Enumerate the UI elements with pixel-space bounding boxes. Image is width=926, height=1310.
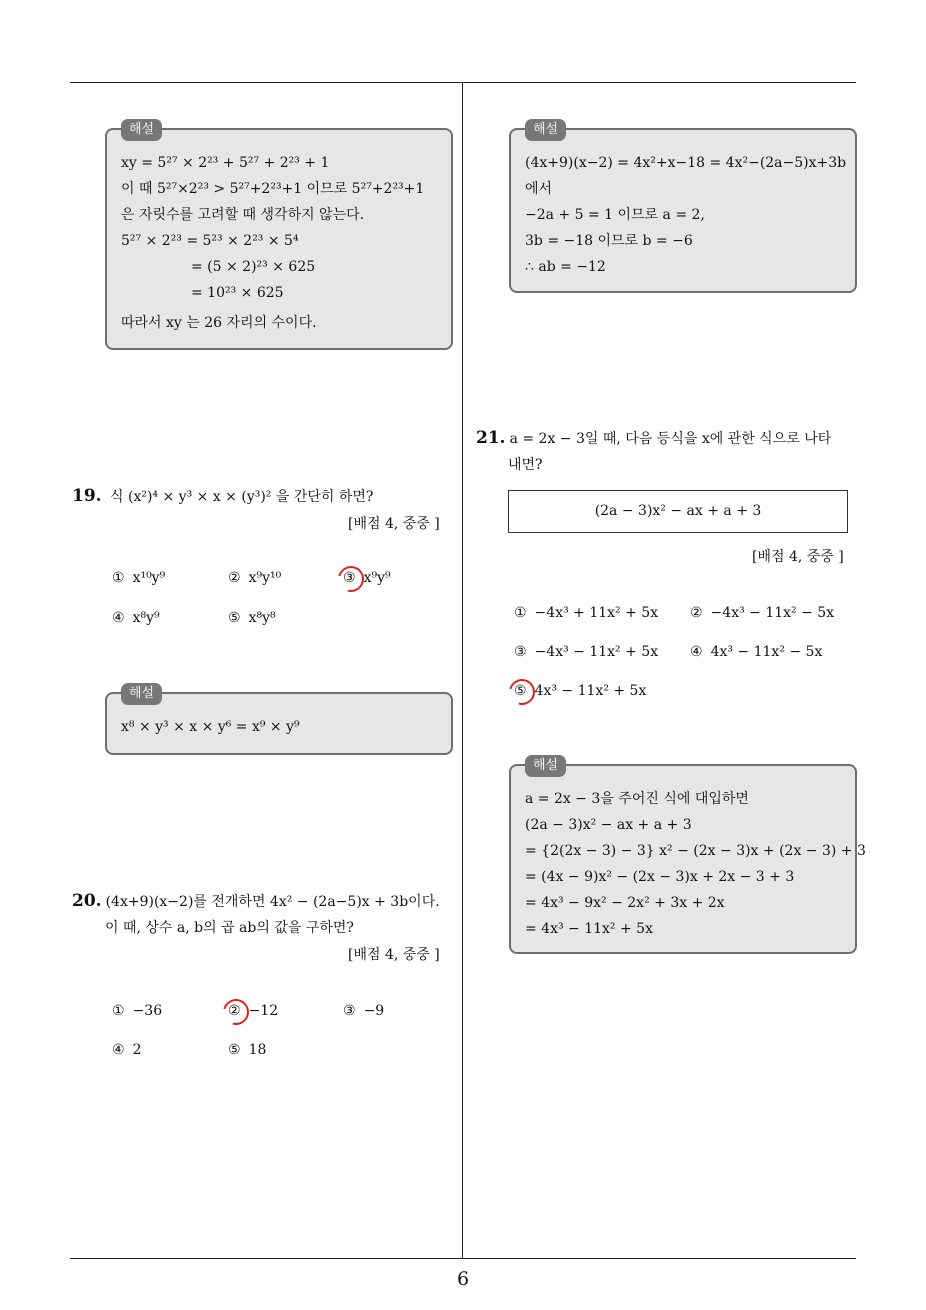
solution-line: (2a − 3)x² − ax + a + 3 xyxy=(525,817,692,833)
choice-mark-glyph: ⑤ xyxy=(514,683,527,699)
choice-19-4[interactable] xyxy=(112,610,160,626)
answer-circle-icon xyxy=(504,674,540,710)
choice-21-3[interactable] xyxy=(514,644,658,660)
solution-line: 3b = −18 이므로 b = −6 xyxy=(525,233,693,249)
choice-mark: ① xyxy=(514,605,527,621)
choice-19-3[interactable] xyxy=(343,570,391,586)
choice-mark: ④ xyxy=(112,1042,125,1058)
solution-line: 5²⁷ × 2²³ = 5²³ × 2²³ × 5⁴ xyxy=(121,233,299,249)
solution-label: 해설 xyxy=(525,755,566,777)
solution-line: (4x+9)(x−2) = 4x²+x−18 = 4x²−(2a−5)x+3b xyxy=(525,155,847,171)
solution-line: 이 때 5²⁷×2²³ > 5²⁷+2²³+1 이므로 5²⁷+2²³+1 xyxy=(121,181,425,197)
choice-text: −4x³ − 11x² − 5x xyxy=(710,605,835,621)
solution-line: = 10²³ × 625 xyxy=(191,285,284,301)
choice-text: x⁹y⁹ xyxy=(363,570,391,586)
choice-mark: ⑤ xyxy=(228,610,241,626)
choice-mark: ② xyxy=(690,605,703,621)
choice-21-1[interactable] xyxy=(514,605,658,621)
solution-label: 해설 xyxy=(121,683,162,705)
question-text-line2: 이 때, 상수 a, b의 곱 ab의 값을 구하면? xyxy=(105,920,354,936)
choice-mark-glyph: ② xyxy=(228,1003,241,1019)
choice-mark: ② xyxy=(228,570,241,586)
choice-text: −36 xyxy=(132,1003,163,1019)
choice-20-2[interactable] xyxy=(228,1003,278,1019)
solution-box-19 xyxy=(105,686,453,755)
solution-line: = (5 × 2)²³ × 625 xyxy=(191,259,316,275)
choice-text: 4x³ − 11x² + 5x xyxy=(534,683,647,699)
solution-line: 따라서 xy 는 26 자리의 수이다. xyxy=(121,315,317,331)
choice-21-5[interactable] xyxy=(514,683,646,699)
question-number: 21. xyxy=(476,428,506,448)
choice-20-1[interactable] xyxy=(112,1003,162,1019)
choice-21-4[interactable] xyxy=(690,644,822,660)
solution-line: −2a + 5 = 1 이므로 a = 2, xyxy=(525,207,705,223)
choice-mark xyxy=(343,570,356,586)
question-20 xyxy=(72,888,457,941)
solution-box-20 xyxy=(509,122,857,293)
question-21 xyxy=(476,425,861,478)
choice-mark: ① xyxy=(112,570,125,586)
expression-box: (2a − 3)x² − ax + a + 3 xyxy=(508,490,848,533)
choice-text: x⁸y⁸ xyxy=(248,610,276,626)
solution-box-18 xyxy=(105,122,453,350)
choice-19-2[interactable] xyxy=(228,570,281,586)
choice-mark: ⑤ xyxy=(228,1042,241,1058)
choice-21-2[interactable] xyxy=(690,605,834,621)
choice-text: −4x³ + 11x² + 5x xyxy=(534,605,659,621)
choice-text: x¹⁰y⁹ xyxy=(132,570,166,586)
column-divider xyxy=(462,83,463,1259)
question-number: 19. xyxy=(72,486,102,506)
question-19 xyxy=(72,483,452,510)
solution-line: a = 2x − 3을 주어진 식에 대입하면 xyxy=(525,791,749,807)
question-text: 식 (x²)⁴ × y³ × x × (y³)² 을 간단히 하면? xyxy=(110,489,374,505)
question-text-line1: a = 2x − 3일 때, 다음 등식을 x에 관한 식으로 나타 xyxy=(509,431,832,447)
choice-text: 2 xyxy=(132,1042,142,1058)
choice-text: 4x³ − 11x² − 5x xyxy=(710,644,823,660)
solution-line: ∴ ab = −12 xyxy=(525,259,606,275)
choice-mark xyxy=(514,683,527,699)
choice-text: −4x³ − 11x² + 5x xyxy=(534,644,659,660)
answer-circle-icon xyxy=(333,561,369,597)
choice-20-5[interactable] xyxy=(228,1042,266,1058)
solution-line: 은 자릿수를 고려할 때 생각하지 않는다. xyxy=(121,207,365,223)
top-rule xyxy=(70,82,856,83)
choice-mark: ④ xyxy=(112,610,125,626)
choice-19-1[interactable] xyxy=(112,570,165,586)
choice-text: x⁹y¹⁰ xyxy=(248,570,282,586)
score-label: [배점 4, 중중 ] xyxy=(752,549,844,565)
choice-mark-glyph: ③ xyxy=(343,570,356,586)
solution-line: = 4x³ − 11x² + 5x xyxy=(525,921,653,937)
solution-label: 해설 xyxy=(121,119,162,141)
choice-20-3[interactable] xyxy=(343,1003,384,1019)
choice-mark: ④ xyxy=(690,644,703,660)
page-number: 6 xyxy=(456,1268,470,1290)
choice-text: x⁸y⁹ xyxy=(132,610,160,626)
question-number: 20. xyxy=(72,891,102,911)
choice-20-4[interactable] xyxy=(112,1042,141,1058)
solution-line: = 4x³ − 9x² − 2x² + 3x + 2x xyxy=(525,895,725,911)
solution-line: xy = 5²⁷ × 2²³ + 5²⁷ + 2²³ + 1 xyxy=(121,155,330,171)
solution-line: = (4x − 9)x² − (2x − 3)x + 2x − 3 + 3 xyxy=(525,869,795,885)
score-label: [배점 4, 중중 ] xyxy=(348,947,440,963)
solution-line: x⁸ × y³ × x × y⁶ = x⁹ × y⁹ xyxy=(121,719,300,735)
bottom-rule xyxy=(70,1258,856,1259)
choice-mark: ① xyxy=(112,1003,125,1019)
solution-line: 에서 xyxy=(525,181,553,197)
choice-text: 18 xyxy=(248,1042,267,1058)
score-label: [배점 4, 중중 ] xyxy=(348,516,440,532)
question-text-line1: (4x+9)(x−2)를 전개하면 4x² − (2a−5)x + 3b이다. xyxy=(105,894,440,910)
choice-mark xyxy=(228,1003,241,1019)
choice-text: −9 xyxy=(363,1003,385,1019)
solution-label: 해설 xyxy=(525,119,566,141)
solution-line: = {2(2x − 3) − 3} x² − (2x − 3)x + (2x − 3) + 3 xyxy=(525,843,866,859)
choice-19-5[interactable] xyxy=(228,610,276,626)
choice-mark: ③ xyxy=(514,644,527,660)
answer-circle-icon xyxy=(218,994,254,1030)
solution-box-21 xyxy=(509,758,866,954)
choice-mark: ③ xyxy=(343,1003,356,1019)
question-text-line2: 내면? xyxy=(508,457,543,473)
choice-text: −12 xyxy=(248,1003,279,1019)
